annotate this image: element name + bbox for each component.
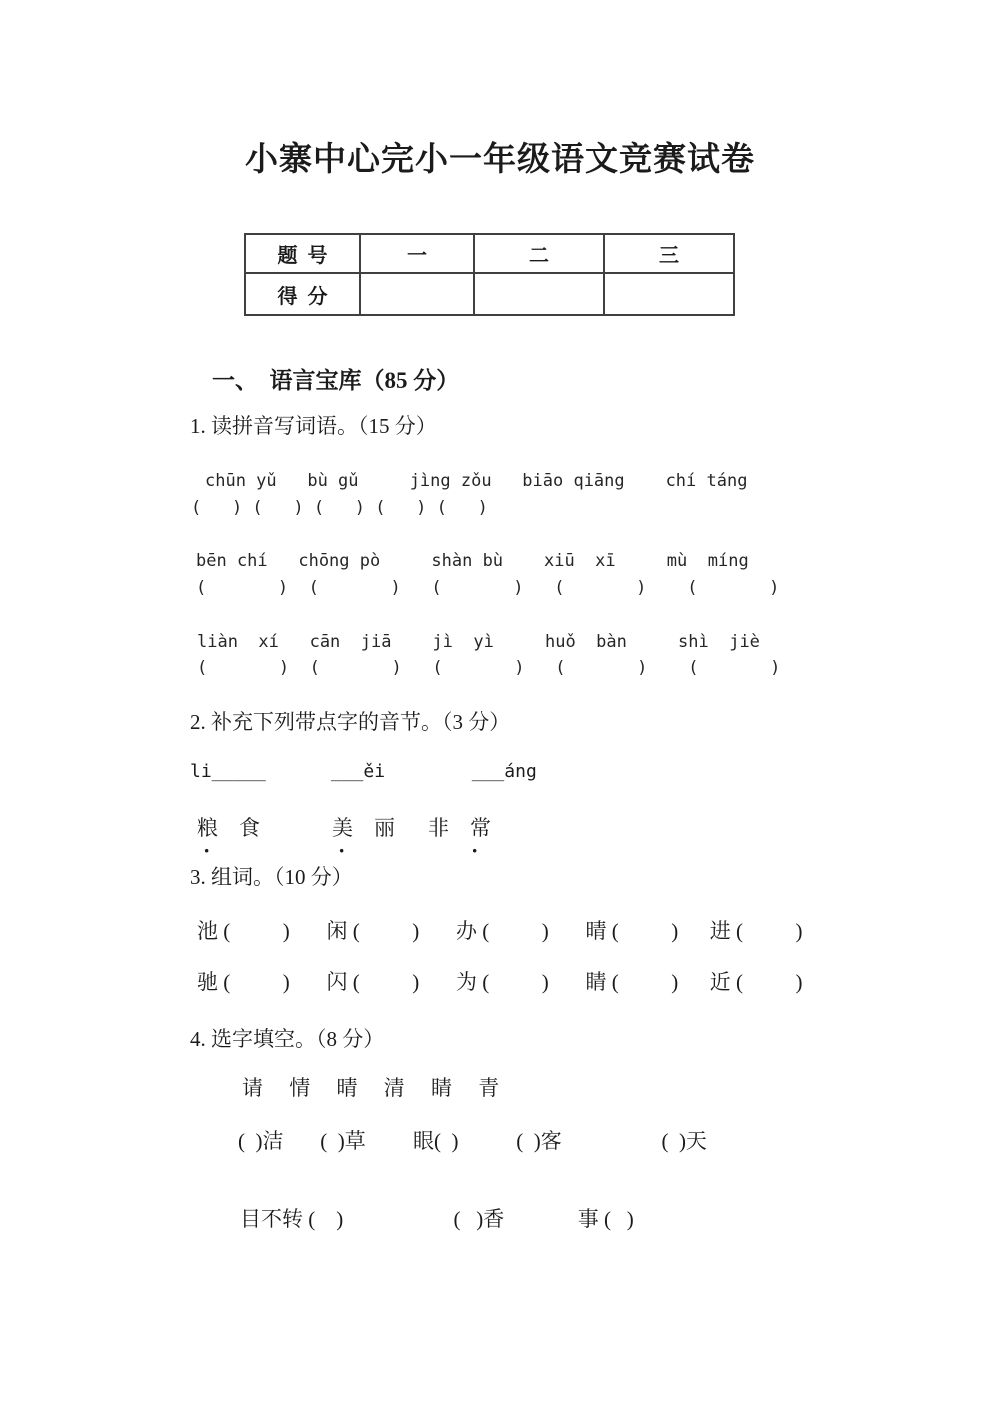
question-number-label-cell: 题 号: [245, 234, 360, 273]
column-one-cell: 一: [360, 234, 474, 273]
column-three-cell: 三: [604, 234, 734, 273]
question-2-label: 2. 补充下列带点字的音节。（3 分）: [190, 710, 511, 734]
q1-pinyin-row-1: chūn yǔ bù gǔ jìng zǒu biāo qiāng chí táng: [205, 471, 748, 491]
q2-word-1: 粮 食: [197, 816, 260, 840]
exam-title: 小寨中心完小一年级语文竞赛试卷: [245, 142, 755, 178]
score-label-cell: 得 分: [245, 273, 360, 315]
q1-pinyin-row-3: liàn xí cān jiā jì yì huǒ bàn shì jiè: [197, 632, 760, 652]
q4-fill-line-1: ( )洁 ( )草 眼( ) ( )客 ( )天: [238, 1129, 707, 1153]
score-cell-three: [604, 273, 734, 315]
q2-dot-marker-3: ·: [471, 838, 479, 863]
q2-dot-marker-1: ·: [203, 838, 211, 863]
score-table-score-row: [245, 273, 734, 315]
q2-word-2: 美 丽: [332, 816, 395, 840]
section-one-heading: 一、 语言宝库（85 分）: [212, 368, 460, 393]
column-two-cell: 二: [474, 234, 604, 273]
q2-word-3: 非 常: [428, 816, 491, 840]
q1-pinyin-row-2: bēn chí chōng pò shàn bù xiū xī mù míng: [196, 551, 749, 571]
q4-character-choices: 请 情 晴 清 睛 青: [242, 1076, 500, 1100]
score-cell-one: [360, 273, 474, 315]
q3-word-row-2: 驰 ( ) 闪 ( ) 为 ( ) 睛 ( ) 近 ( ): [197, 970, 803, 994]
score-cell-two: [474, 273, 604, 315]
q1-blanks-row-3: ( ) ( ) ( ) ( ) ( ): [197, 658, 781, 678]
q1-blanks-row-2: ( ) ( ) ( ) ( ) ( ): [196, 578, 780, 598]
score-table-header-row: [245, 234, 734, 273]
question-4-label: 4. 选字填空。（8 分）: [190, 1027, 385, 1051]
question-1-label: 1. 读拼音写词语。（15 分）: [190, 414, 437, 438]
q4-fill-line-2: 目不转 ( ) ( )香 事 ( ): [240, 1207, 634, 1231]
q2-dot-marker-2: ·: [338, 838, 346, 863]
q3-word-row-1: 池 ( ) 闲 ( ) 办 ( ) 晴 ( ) 进 ( ): [197, 919, 803, 943]
score-table: [244, 233, 735, 316]
q1-blanks-row-1: ( ) ( ) ( ) ( ) ( ): [191, 498, 488, 518]
question-3-label: 3. 组词。（10 分）: [190, 865, 353, 889]
q2-syllable-blanks: li_____ ___ěi ___áng: [190, 761, 537, 782]
